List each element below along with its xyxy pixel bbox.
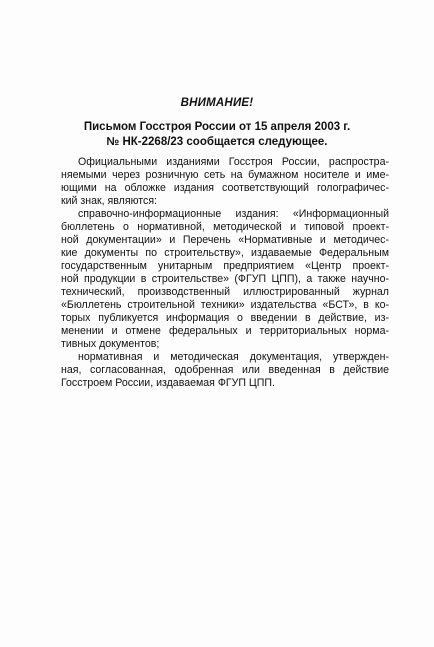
body-text-line: торых публикуется информация о введении в действие, из- [61, 312, 389, 324]
body-text-line: нормативная и методическая документация, утвержден- [78, 351, 389, 363]
body-text-line: бюллетень о нормативной, методической и типовой проект- [61, 221, 389, 233]
body-text-line: няемыми через розничную сеть на бумажном носителе и име- [61, 169, 389, 181]
body-text-line: кие документы по строительству», издаваемые Федеральным [61, 247, 389, 259]
body-text-line: Госстроем России, издаваемая ФГУП ЦПП. [61, 377, 275, 389]
body-text-line: менении и отмене федеральных и территориальных норма- [61, 325, 389, 337]
body-text-line: Официальными изданиями Госстроя России, распростра- [78, 156, 389, 168]
letter-reference-line-1: Письмом Госстроя России от 15 апреля 2003 г. [83, 121, 351, 133]
body-text-line: кий знак, являются: [61, 195, 157, 207]
notice-title: ВНИМАНИЕ! [180, 97, 254, 109]
body-text-line: ющими на обложке издания соответствующий голографичес- [61, 182, 389, 194]
body-text-line: ная, согласованная, одобренная или введенная в действие [61, 364, 389, 376]
body-text-line: ной документации» и Перечень «Нормативные и методичес- [61, 234, 389, 246]
body-text-line: технический, производственный иллюстрированный журнал [61, 286, 389, 298]
body-text-line: тивных документов; [61, 338, 160, 350]
body-text-line: государственным унитарным предприятием «Центр проект- [61, 260, 389, 272]
body-text-line: справочно-информационные издания: «Информационный [78, 208, 389, 220]
body-text-line: ной продукции в строительстве» (ФГУП ЦПП), а также научно- [61, 273, 389, 285]
letter-reference-line-2: № НК-2268/23 сообщается следующее. [106, 136, 328, 148]
body-text-line: «Бюллетень строительной техники» издательства «БСТ», в ко- [61, 299, 389, 311]
